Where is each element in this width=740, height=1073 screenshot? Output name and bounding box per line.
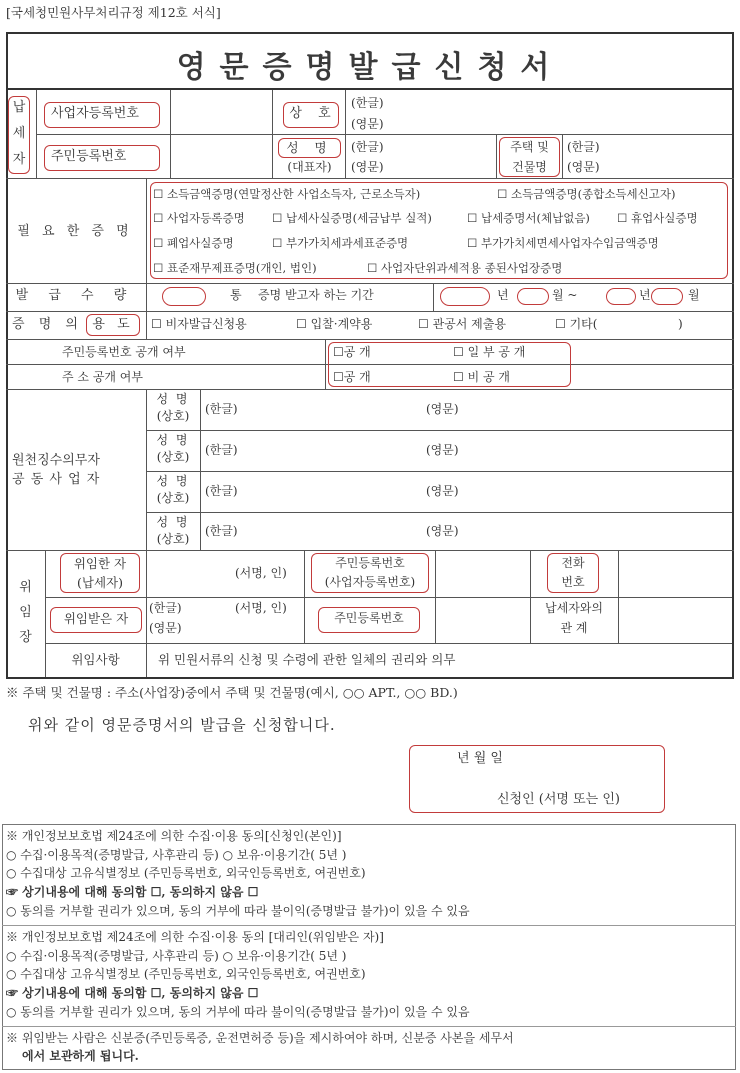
id-notice-line-1: ※ 위임받는 사람은 신분증(주민등록증, 운전면허증 등)을 제시하여야 하며, 신분증 사본을 세무서 <box>6 1031 514 1045</box>
period-start-month[interactable] <box>517 288 549 305</box>
delegator-resident-no-label: 주민등록번호 <box>335 556 405 570</box>
delegator-taxpayer-label: (납세자) <box>77 575 123 590</box>
phone-label-2: 번호 <box>561 575 585 589</box>
joint-3-eng: (영문) <box>426 484 459 498</box>
address-label-2: 건물명 <box>512 160 547 174</box>
co-business-label: 공 동 사 업 자 <box>12 472 101 487</box>
privacy-self-purpose: ○ 수집·이용목적(증명발급, 사후관리 등) ○ 보유·이용기간( 5년 ) <box>6 848 347 862</box>
joint-1-name: 성 명 <box>156 392 190 406</box>
joint-2-eng: (영문) <box>426 443 459 457</box>
privacy-self-refusal: ○ 동의를 거부할 권리가 있으며, 동의 거부에 따라 불이익(증명발급 불가)이 있을 수 있음 <box>6 904 470 918</box>
delegator-label: 위임한 자 <box>73 556 127 571</box>
address-disclosure-label: 주 소 공개 여부 <box>62 370 143 384</box>
period-end-month[interactable] <box>651 288 683 305</box>
cert-biz-registration[interactable]: ☐ 사업자등록증명 <box>153 211 245 225</box>
cert-business-closure[interactable]: ☐ 폐업사실증명 <box>153 236 234 250</box>
phone-label-1: 전화 <box>561 556 585 570</box>
privacy-agent-title: ※ 개인정보보호법 제24조에 의한 수집·이용 동의 [대리인(위임받은 자)] <box>6 930 384 944</box>
delegate-kor: (한글) <box>149 601 182 615</box>
cert-business-suspension[interactable]: ☐ 휴업사실증명 <box>617 211 698 225</box>
resident-partial-option[interactable]: ☐ 일 부 공 개 <box>453 345 526 359</box>
address-footnote: ※ 주택 및 건물명 : 주소(사업장)중에서 주택 및 건물명(예시, ○○ APT., ○○ BD.) <box>6 685 458 700</box>
address-private-option[interactable]: ☐ 비 공 개 <box>453 370 510 384</box>
cert-tax-clearance[interactable]: ☐ 납세증명서(체납없음) <box>467 211 590 225</box>
joint-1-kor: (한글) <box>205 402 238 416</box>
cert-unit-taxation-branch[interactable]: ☐ 사업자단위과세적용 종된사업장증명 <box>367 261 563 275</box>
delegate-resident-field[interactable] <box>437 599 528 641</box>
joint-3-kor: (한글) <box>205 484 238 498</box>
trade-name-label: 상 호 <box>289 106 337 121</box>
relation-field[interactable] <box>620 599 730 641</box>
cert-vat-exempt-revenue[interactable]: ☐ 부가가치세면세사업자수입금액증명 <box>467 236 659 250</box>
purpose-label-b: 용 도 <box>92 317 134 332</box>
period-year-2: 년 <box>639 288 651 302</box>
privacy-agent-consent[interactable]: ☞ 상기내용에 대해 동의함 ☐, 동의하지 않음 ☐ <box>6 986 259 1000</box>
resident-public-option[interactable]: ☐공 개 <box>333 345 371 359</box>
privacy-agent-purpose: ○ 수집·이용목적(증명발급, 사후관리 등) ○ 보유·이용기간( 5년 ) <box>6 949 347 963</box>
cert-vat-tax-base[interactable]: ☐ 부가가치세과세표준증명 <box>272 236 409 250</box>
signature-date[interactable]: 년 월 일 <box>457 751 503 766</box>
page-title: 영문증명발급신청서 <box>176 50 564 85</box>
relation-label-2: 관 계 <box>560 621 588 635</box>
trade-name-field[interactable] <box>395 92 730 132</box>
joint-4-kor: (한글) <box>205 524 238 538</box>
phone-field[interactable] <box>620 552 730 595</box>
applicant-signature[interactable]: 신청인 (서명 또는 인) <box>497 792 621 807</box>
purpose-gov-office[interactable]: ☐ 관공서 제출용 <box>418 317 506 331</box>
purpose-other[interactable]: ☐ 기타( <box>555 317 598 331</box>
relation-label-1: 납세자와의 <box>545 601 603 615</box>
delegate-eng: (영문) <box>149 621 182 635</box>
delegation-label-1: 위 <box>19 580 32 595</box>
delegation-label-2: 임 <box>19 605 32 620</box>
joint-3-trade: (상호) <box>156 491 190 505</box>
address-kor: (한글) <box>567 140 600 154</box>
cert-standard-financial[interactable]: ☐ 표준재무제표증명(개인, 법인) <box>153 261 317 275</box>
name-label: 성 명 <box>286 140 333 155</box>
joint-1-eng: (영문) <box>426 402 459 416</box>
privacy-agent-ids: ○ 수집대상 고유식별정보 (주민등록번호, 외국인등록번호, 여권번호) <box>6 967 366 981</box>
period-month-2: 월 <box>688 288 700 302</box>
delegator-sign[interactable]: (서명, 인) <box>235 566 287 580</box>
purpose-label-a: 증 명 의 <box>12 317 83 332</box>
delegator-resident-field[interactable] <box>437 552 528 595</box>
delegate-sign[interactable]: (서명, 인) <box>235 601 287 615</box>
name-field[interactable] <box>395 136 494 176</box>
joint-4-trade: (상호) <box>156 532 190 546</box>
privacy-self-consent[interactable]: ☞ 상기내용에 대해 동의함 ☐, 동의하지 않음 ☐ <box>6 885 259 899</box>
cert-income-amount-settled[interactable]: ☐ 소득금액증명(연말정산한 사업소득자, 근로소득자) <box>153 187 421 201</box>
joint-1-trade: (상호) <box>156 409 190 423</box>
resident-no-field[interactable] <box>172 136 270 176</box>
issue-qty-label: 발 급 수 량 <box>15 288 135 303</box>
required-certs-label: 필 요 한 증 명 <box>17 224 133 239</box>
period-end-year[interactable] <box>606 288 636 305</box>
address-label-1: 주택 및 <box>510 140 549 154</box>
period-label: 증명 받고자 하는 기간 <box>258 288 374 302</box>
address-field[interactable] <box>610 136 730 176</box>
issue-qty-input[interactable] <box>162 287 206 306</box>
period-start-year[interactable] <box>440 287 490 306</box>
application-statement: 위와 같이 영문증명서의 발급을 신청합니다. <box>28 716 336 734</box>
purpose-visa[interactable]: ☐ 비자발급신청용 <box>151 317 247 331</box>
privacy-self-ids: ○ 수집대상 고유식별정보 (주민등록번호, 외국인등록번호, 여권번호) <box>6 866 366 880</box>
rep-label: (대표자) <box>287 160 332 174</box>
address-public-option[interactable]: ☐공 개 <box>333 370 371 384</box>
joint-3-name: 성 명 <box>156 474 190 488</box>
purpose-other-close: ) <box>678 317 683 331</box>
trade-name-kor: (한글) <box>351 96 384 110</box>
name-eng: (영문) <box>351 160 384 174</box>
biz-reg-no-label: 사업자등록번호 <box>51 106 139 121</box>
privacy-self-title: ※ 개인정보보호법 제24조에 의한 수집·이용 동의[신청인(본인)] <box>6 829 342 843</box>
delegator-biz-no-label: (사업자등록번호) <box>324 575 416 589</box>
resident-disclosure-label: 주민등록번호 공개 여부 <box>62 345 186 359</box>
cert-tax-payment-record[interactable]: ☐ 납세사실증명(세금납부 실적) <box>272 211 432 225</box>
delegation-matters-text: 위 민원서류의 신청 및 수령에 관한 일체의 권리와 의무 <box>158 652 456 667</box>
id-notice-line-2: 에서 보관하게 됩니다. <box>22 1049 139 1063</box>
privacy-agent-refusal: ○ 동의를 거부할 권리가 있으며, 동의 거부에 따라 불이익(증명발급 불가)이 있을 수 있음 <box>6 1005 470 1019</box>
joint-4-name: 성 명 <box>156 515 190 529</box>
taxpayer-label-1: 납 <box>12 100 26 115</box>
withholding-agent-label: 원천징수의무자 <box>12 453 100 468</box>
joint-2-name: 성 명 <box>156 433 190 447</box>
period-month-1: 월 ~ <box>552 288 578 302</box>
joint-4-eng: (영문) <box>426 524 459 538</box>
joint-2-kor: (한글) <box>205 443 238 457</box>
taxpayer-label-3: 자 <box>12 152 26 167</box>
joint-2-trade: (상호) <box>156 450 190 464</box>
cert-income-amount-filed[interactable]: ☐ 소득금액증명(종합소득세신고자) <box>497 187 676 201</box>
form-reference: [국세청민원사무처리규정 제12호 서식] <box>6 5 221 20</box>
address-eng: (영문) <box>567 160 600 174</box>
trade-name-eng: (영문) <box>351 117 384 131</box>
name-kor: (한글) <box>351 140 384 154</box>
biz-reg-no-field[interactable] <box>172 92 270 132</box>
delegation-label-3: 장 <box>19 630 32 645</box>
delegation-matters-label: 위임사항 <box>71 652 120 667</box>
issue-qty-unit: 통 <box>230 288 242 302</box>
delegate-resident-no-label: 주민등록번호 <box>334 611 404 625</box>
period-year-1: 년 <box>497 288 509 302</box>
purpose-bid-contract[interactable]: ☐ 입찰·계약용 <box>296 317 373 331</box>
delegate-label: 위임받은 자 <box>63 611 129 626</box>
resident-no-label: 주민등록번호 <box>51 149 127 164</box>
taxpayer-label-2: 세 <box>12 126 26 141</box>
